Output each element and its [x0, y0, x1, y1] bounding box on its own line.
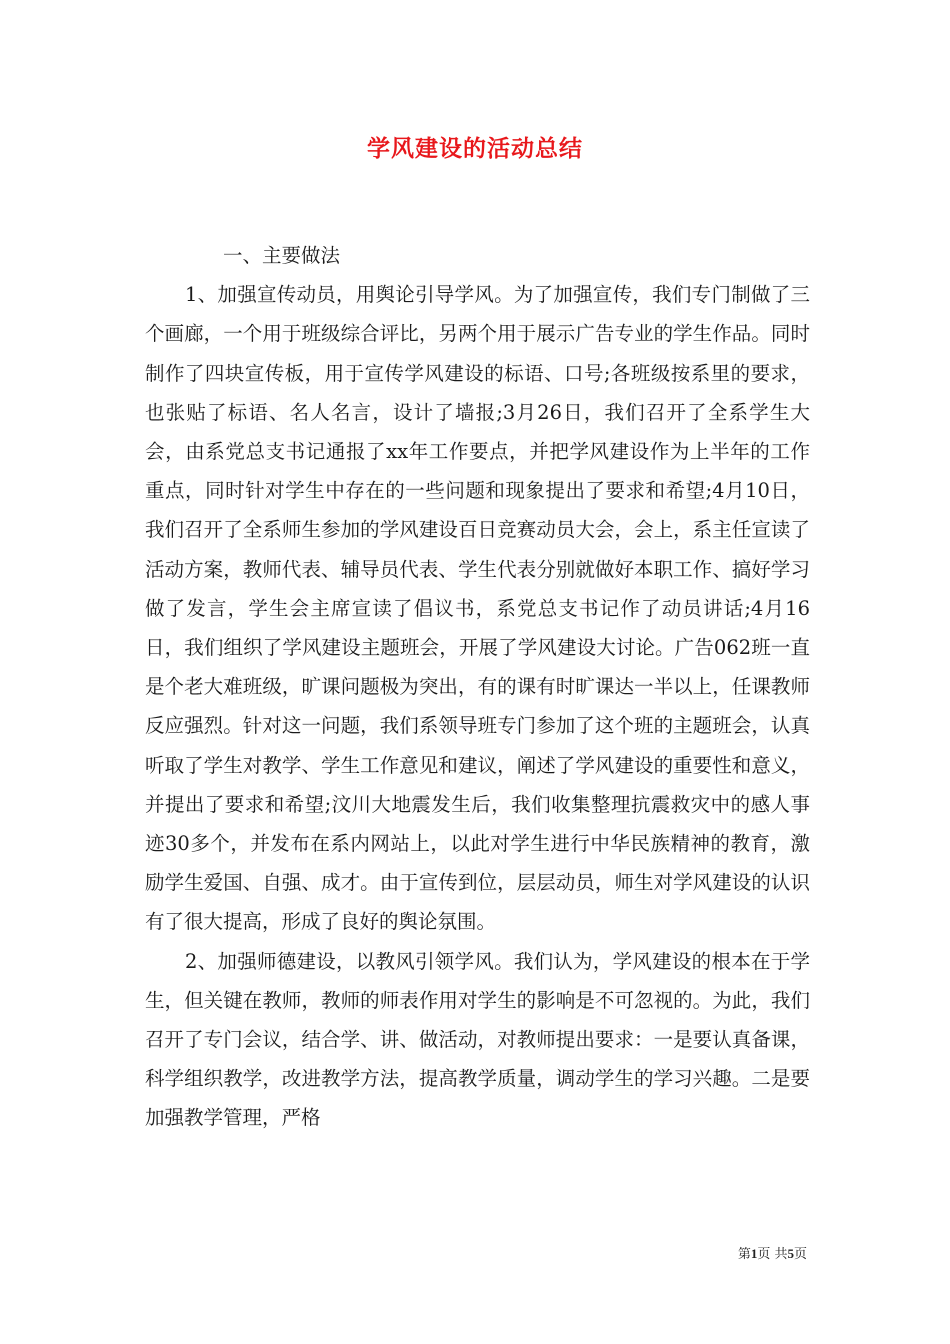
section-heading: 一、主要做法 [223, 244, 341, 267]
current-page-number: 1 [750, 1246, 758, 1261]
paragraph-1: 1、加强宣传动员，用舆论引导学风。为了加强宣传，我们专门制做了三个画廊，一个用于班级综合评比，另两个用于展示广告专业的学生作品。同时制作了四块宣传板，用于宣传学风建设的标语、口号;各班级按系里的要求，也张贴了标语、名人名言，设计了墙报;3月26日，我们召开了全系学生大会，由系党总支书记通报了xx年工作要点，并把学风建设作为上半年的工作重点，同时针对学生中存在的一些问题和现象提出了要求和希望;4月10日，我们召开了全系师生参加的学风建设百日竞赛动员大会，会上，系主任宣读了活动方案，教师代表、辅导员代表、学生代表分别就做好本职工作、搞好学习做了发言，学生会主席宣读了倡议书，系党总支书记作了动员讲话;4月16日，我们组织了学风建设主题班会，开展了学风建设大讨论。广告062班一直是个老大难班级，旷课问题极为突出，有的课有时旷课达一半以上，任课教师反应强烈。针对这一问题，我们系领导班专门参加了这个班的主题班会，认真听取了学生对教学、学生工作意见和建议，阐述了学风建设的重要性和意义，并提出了要求和希望;汶川大地震发生后，我们收集整理抗震救灾中的感人事迹30多个，并发布在系内网站上，以此对学生进行中华民族精神的教育，激励学生爱国、自强、成才。由于宣传到位，层层动员，师生对学风建设的认识有了很大提高，形成了良好的舆论氛围。 [145, 283, 810, 934]
total-page-number: 5 [787, 1246, 794, 1261]
document-body [145, 236, 810, 1138]
document-title: 学风建设的活动总结 [367, 135, 583, 162]
paragraph-2: 2、加强师德建设，以教风引领学风。我们认为，学风建设的根本在于学生，但关键在教师，教师的师表作用对学生的影响是不可忽视的。为此，我们召开了专门会议，结合学、讲、做活动，对教师提出要求：一是要认真备课，科学组织教学，改进教学方法，提高教学质量，调动学生的学习兴趣。二是要加强教学管理，严格 [145, 949, 810, 1130]
page-number-footer [738, 1243, 807, 1262]
page-middle: 页 共 [757, 1247, 788, 1262]
page-prefix: 第 [737, 1247, 751, 1262]
page-suffix: 页 [793, 1247, 807, 1262]
